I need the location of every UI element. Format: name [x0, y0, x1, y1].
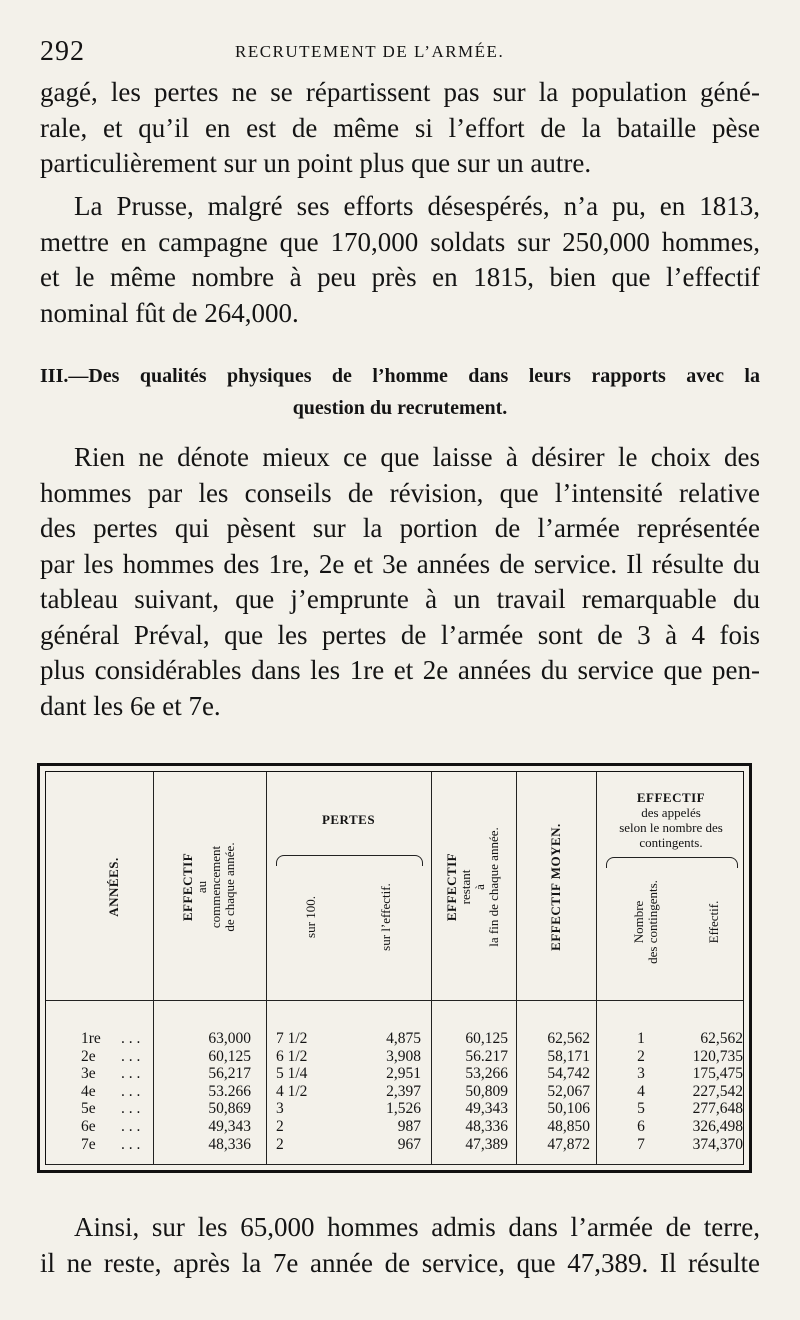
running-title: RECRUTEMENT DE L’ARMÉE. [235, 42, 505, 61]
table-cell: 5e [81, 1100, 96, 1118]
header-effectif-restant: EFFECTIF restant à la fin de chaque année. [444, 827, 501, 947]
table-cell: 326,498 [692, 1117, 743, 1135]
table-cell: 60,125 [208, 1047, 251, 1065]
text-line: hommes par les conseils de révision, que l’intensité relative [40, 477, 760, 508]
table-cell: 50,106 [547, 1100, 590, 1118]
section-title [40, 360, 760, 424]
table-cell: 2 [276, 1135, 284, 1153]
column-effectif-moyen [520, 1030, 590, 1153]
table-cell: 967 [397, 1135, 421, 1153]
page-header [40, 36, 760, 70]
table-cell: 1,526 [386, 1100, 421, 1118]
paragraph-3 [40, 440, 760, 724]
section-title-line-2: question du recrutement. [292, 397, 508, 419]
header-nombre-contingents: Nombre des contingents. [631, 880, 660, 964]
table-cell: . . . [121, 1030, 141, 1047]
table-cell: 3,908 [386, 1047, 421, 1065]
table-cell: 5 1/4 [276, 1065, 308, 1083]
header-effectif-appeles: EFFECTIF des appelés selon le nombre des contingents. [619, 790, 723, 850]
column-effectif [668, 1030, 743, 1153]
text-line: Ainsi, sur les 65,000 hommes admis dans l’armée de terre, [74, 1212, 760, 1242]
column-rule [431, 772, 432, 1164]
column-rule [153, 772, 154, 1164]
header-effectif: Effectif. [706, 900, 721, 944]
table-cell: 50,809 [465, 1082, 508, 1100]
table-cell: 52,067 [547, 1082, 590, 1100]
text-line: nominal fût de 264,000. [40, 297, 299, 328]
table-cell: 63,000 [208, 1030, 251, 1047]
table-cell: 4e [81, 1082, 96, 1100]
table-cell: 3 [276, 1100, 284, 1118]
table-cell: 56,217 [208, 1065, 251, 1083]
table-cell: 48,336 [465, 1117, 508, 1135]
table-cell: 6 1/2 [276, 1047, 308, 1065]
header-sur-effectif: sur l’effectif. [378, 883, 393, 951]
column-dots [121, 1030, 151, 1153]
table-cell: 175,475 [692, 1065, 743, 1083]
table-cell: 120,735 [692, 1047, 743, 1065]
table-cell: . . . [121, 1065, 141, 1083]
table-cell: 2,951 [386, 1065, 421, 1083]
table-cell: . . . [121, 1047, 141, 1065]
table-cell: 7 [637, 1135, 645, 1153]
table-cell: 60,125 [465, 1030, 508, 1047]
column-rule [266, 772, 267, 1164]
table-cell: 4 1/2 [276, 1082, 308, 1100]
bottom-rule [46, 1164, 743, 1165]
table-cell: 7e [81, 1135, 96, 1153]
column-effectif-debut [166, 1030, 251, 1153]
table-cell: 53,266 [465, 1065, 508, 1083]
table-cell: 49,343 [208, 1117, 251, 1135]
table-cell: 2 [637, 1047, 645, 1065]
table-cell: 3 [637, 1065, 645, 1083]
table-cell: . . . [121, 1082, 141, 1100]
text-line: La Prusse, malgré ses efforts désespérés, n’a pu, en 1813, [74, 191, 760, 221]
text-line: des pertes qui pèsent sur la portion de l’armée représentée [40, 513, 760, 543]
table-cell: 2 [276, 1117, 284, 1135]
text-line: tableau suivant, que j’emprunte à un travail remarquable du [40, 584, 760, 614]
pertes-brace [276, 855, 423, 866]
table-cell: 6e [81, 1117, 96, 1135]
table-cell: . . . [121, 1135, 141, 1153]
table-cell: 277,648 [692, 1100, 743, 1118]
header-rule [46, 1000, 743, 1001]
table-cell: 2,397 [386, 1082, 421, 1100]
text-line: général Préval, que les pertes de l’armée sont de 3 à 4 fois [40, 619, 760, 650]
paragraph-2 [40, 189, 760, 331]
table-cell: 62,562 [547, 1030, 590, 1047]
table-cell: 47,389 [465, 1135, 508, 1153]
paragraph-1 [40, 75, 760, 182]
table-cell: 5 [637, 1100, 645, 1118]
text-line: et le même nombre à peu près en 1815, bien que l’effectif [40, 262, 760, 292]
table-cell: 48,336 [208, 1135, 251, 1153]
header-effectif-debut: EFFECTIF au commencement de chaque année. [180, 842, 237, 932]
table-cell: 6 [637, 1117, 645, 1135]
text-line: dant les 6e et 7e. [40, 690, 221, 721]
table-cell: 53.266 [208, 1082, 251, 1100]
column-annee [81, 1030, 121, 1153]
table-cell: 47,872 [547, 1135, 590, 1153]
table-cell: 4 [637, 1082, 645, 1100]
table-body [45, 771, 744, 1165]
table-cell: 1re [81, 1030, 101, 1047]
header-annees: ANNÉES. [106, 857, 121, 917]
text-line: mettre en campagne que 170,000 soldats sur 250,000 hommes, [40, 226, 760, 257]
table-cell: 54,742 [547, 1065, 590, 1083]
table-cell: . . . [121, 1100, 141, 1118]
page-number: 292 [40, 36, 85, 67]
header-sur-100: sur 100. [303, 896, 318, 938]
column-effectif-restant [436, 1030, 508, 1153]
table-cell: 1 [637, 1030, 645, 1047]
text-line: gagé, les pertes ne se répartissent pas sur la population géné- [40, 77, 760, 107]
table-cell: 227,542 [692, 1082, 743, 1100]
text-line: rale, et qu’il en est de même si l’effort de la bataille pèse [40, 112, 760, 143]
column-sur-effectif [346, 1030, 421, 1153]
table-cell: 4,875 [386, 1030, 421, 1047]
text-line: par les hommes des 1re, 2e et 3e années de service. Il résulte du [40, 548, 760, 579]
appeles-brace [606, 857, 738, 868]
table-cell: 50,869 [208, 1100, 251, 1118]
text-line: particulièrement sur un point plus que sur un autre. [40, 148, 592, 178]
table-cell: 987 [397, 1117, 421, 1135]
table-cell: . . . [121, 1117, 141, 1135]
column-sur-100 [276, 1030, 336, 1153]
header-effectif-moyen: EFFECTIF MOYEN. [548, 823, 563, 951]
table-cell: 62,562 [700, 1030, 743, 1047]
text-line: plus considérables dans les 1re et 2e années du service que pen- [40, 655, 760, 685]
table-cell: 2e [81, 1047, 96, 1065]
table-cell: 58,171 [547, 1047, 590, 1065]
header-pertes: PERTES [321, 812, 376, 827]
paragraph-4 [40, 1210, 760, 1281]
column-rule [516, 772, 517, 1164]
losses-table [37, 763, 752, 1173]
table-cell: 56.217 [465, 1047, 508, 1065]
section-title-line-1: III.—Des qualités physiques de l’homme dans leurs rapports avec la [40, 365, 760, 387]
table-cell: 49,343 [465, 1100, 508, 1118]
table-cell: 7 1/2 [276, 1030, 308, 1047]
text-line: il ne reste, après la 7e année de service, que 47,389. Il résulte [40, 1247, 760, 1278]
text-line: Rien ne dénote mieux ce que laisse à désirer le choix des [74, 442, 760, 472]
table-cell: 374,370 [692, 1135, 743, 1153]
table-cell: 48,850 [547, 1117, 590, 1135]
table-cell: 3e [81, 1065, 96, 1083]
column-nombre-contingents [626, 1030, 656, 1153]
